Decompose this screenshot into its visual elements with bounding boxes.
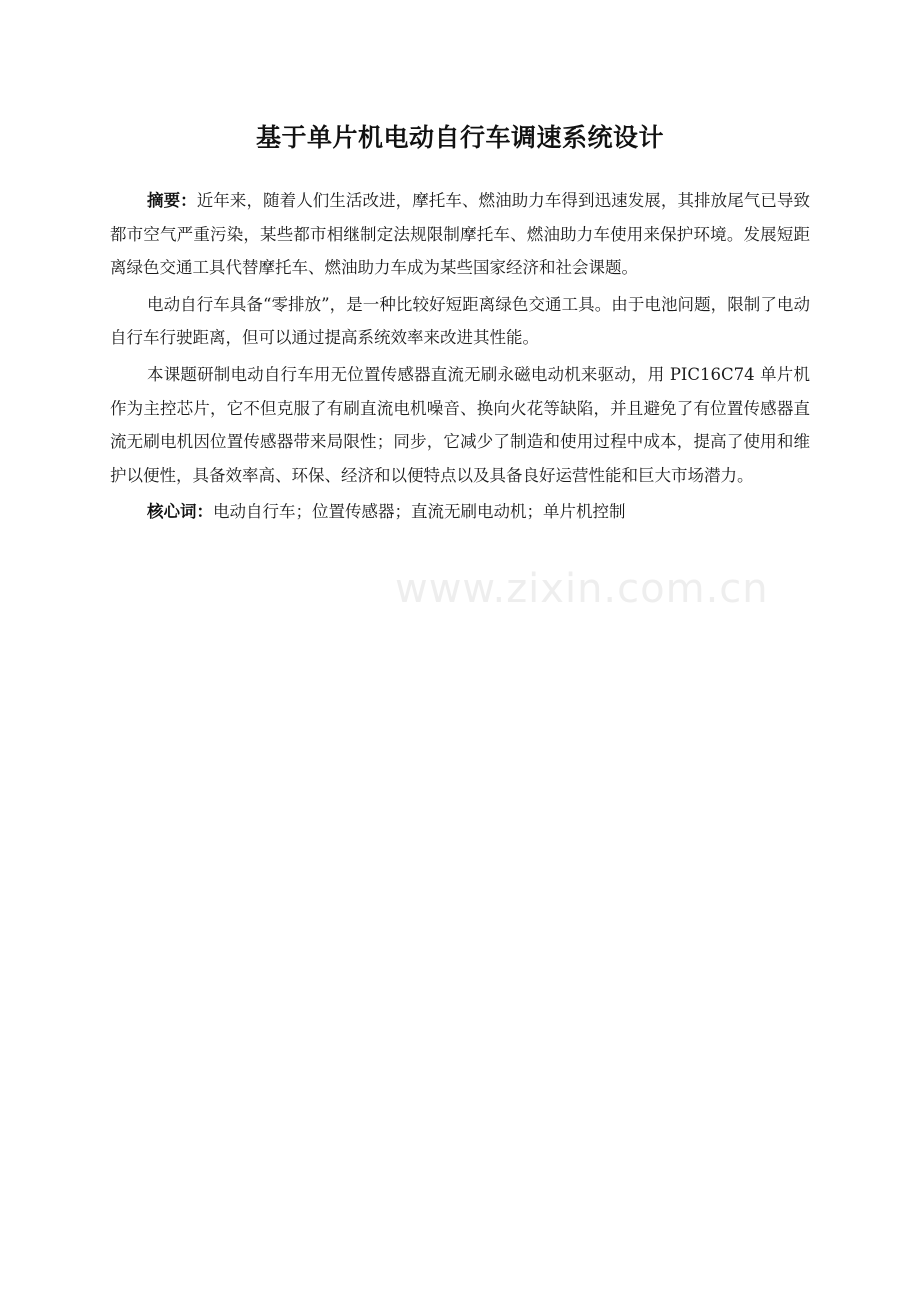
document-body: [110, 184, 810, 532]
body-paragraph-2: 电动自行车具备“零排放”，是一种比较好短距离绿色交通工具。由于电池问题，限制了电动自行车行驶距离，但可以通过提高系统效率来改进其性能。: [110, 294, 810, 348]
keywords-paragraph: [110, 495, 810, 529]
keywords-text: 电动自行车；位置传感器；直流无刷电动机；单片机控制: [213, 502, 626, 522]
body-paragraph-3: 本课题研制电动自行车用无位置传感器直流无刷永磁电动机来驱动，用 PIC16C74 单片机作为主控芯片，它不但克服了有刷直流电机噪音、换向火花等缺陷，并且避免了有位置传感器直流无刷电机因位置传感器带来局限性；同步，它减少了制造和使用过程中成本，提高了使用和维护以便性，具备效率高、环保、经济和以便特点以及具备良好运营性能和巨大市场潜力。: [110, 364, 810, 485]
abstract-label: 摘要：: [147, 191, 197, 210]
watermark: www.zixin.com.cn: [395, 566, 769, 612]
abstract-text: 近年来，随着人们生活改进，摩托车、燃油助力车得到迅速发展，其排放尾气已导致都市空气严重污染，某些都市相继制定法规限制摩托车、燃油助力车使用来保护环境。发展短距离绿色交通工具代替摩托车、燃油助力车成为某些国家经济和社会课题。: [110, 191, 811, 278]
keywords-label: 核心词：: [147, 502, 213, 522]
abstract-paragraph: [110, 184, 810, 285]
document-title: 基于单片机电动自行车调速系统设计: [255, 123, 664, 152]
